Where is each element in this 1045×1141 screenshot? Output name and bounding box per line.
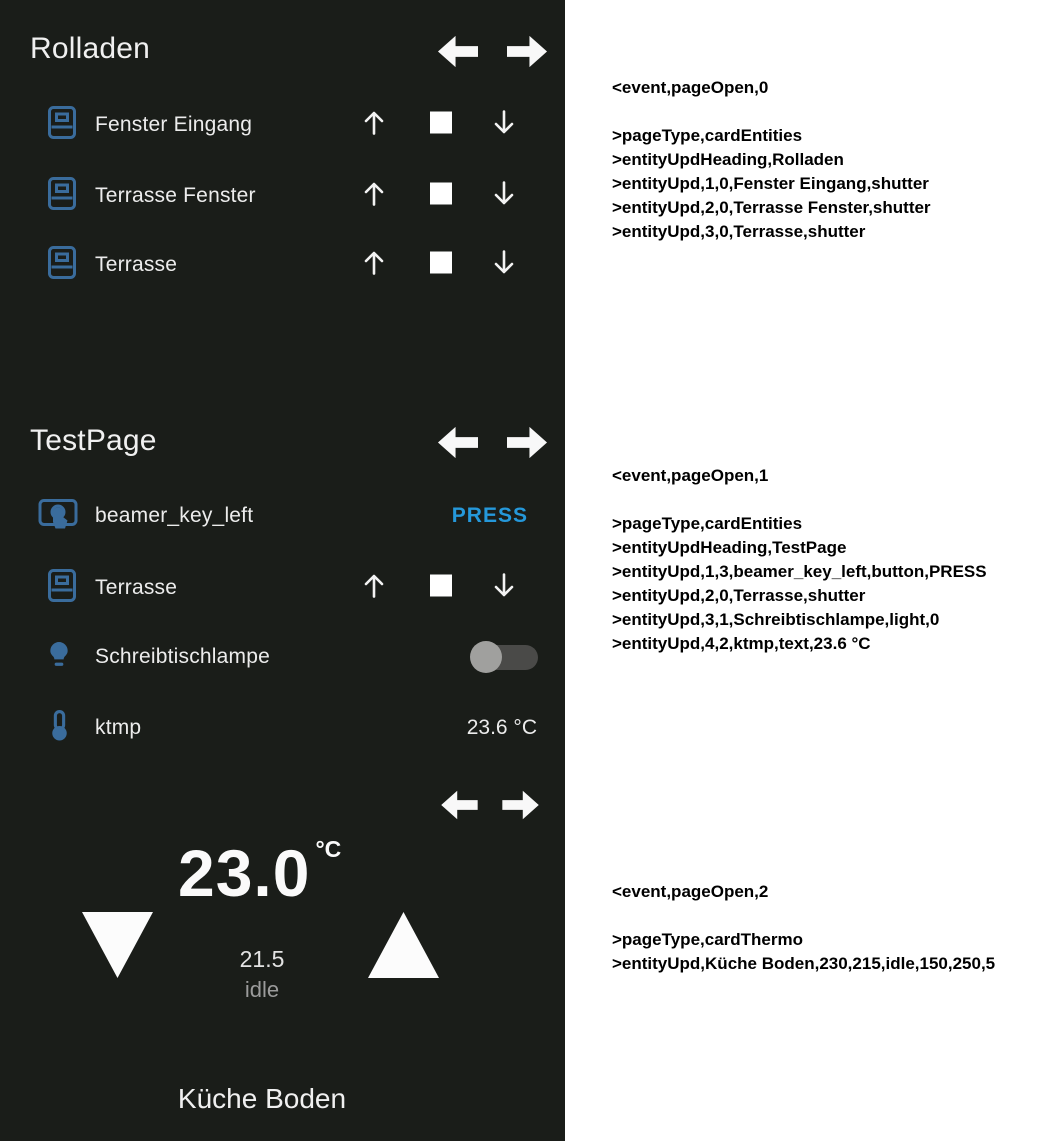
target-temperature: 21.5 (239, 946, 285, 972)
shutter-up-button[interactable] (359, 248, 389, 283)
window-shutter-icon (46, 569, 78, 608)
protocol-line (612, 488, 1042, 512)
current-temperature (178, 836, 342, 910)
entity-name: ktmp (95, 716, 142, 739)
entity-name: Fenster Eingang (95, 113, 253, 136)
hvac-state: idle (244, 977, 280, 1002)
page-prev-button[interactable] (437, 424, 478, 461)
shutter-stop-button[interactable] (430, 183, 452, 210)
protocol-line: >entityUpd,Küche Boden,230,215,idle,150,250,5 (612, 954, 996, 973)
gesture-tap-button-icon (38, 496, 78, 537)
entity-name: Terrasse Fenster (95, 184, 256, 207)
shutter-up-button[interactable] (359, 108, 389, 143)
temperature-unit: °C (315, 836, 342, 862)
entity-row (0, 555, 565, 621)
protocol-line: >entityUpd,1,3,beamer_key_left,button,PRESS (612, 562, 987, 581)
entity-name: Schreibtischlampe (95, 645, 270, 668)
protocol-line: <event,pageOpen,1 (612, 466, 769, 485)
shutter-up-button[interactable] (359, 179, 389, 214)
entity-row (0, 232, 565, 298)
thermostat-title: Küche Boden (177, 1083, 347, 1114)
shutter-up-button[interactable] (359, 571, 389, 606)
protocol-line: >entityUpd,2,0,Terrasse Fenster,shutter (612, 198, 931, 217)
card-heading-rolladen: Rolladen (30, 32, 151, 65)
entity-name: Terrasse (95, 253, 178, 276)
protocol-line: >entityUpd,1,0,Fenster Eingang,shutter (612, 174, 929, 193)
protocol-line: >entityUpdHeading,TestPage (612, 538, 847, 557)
shutter-down-button[interactable] (489, 108, 519, 143)
shutter-down-button[interactable] (489, 571, 519, 606)
entity-row (0, 624, 565, 690)
protocol-line: >entityUpd,3,1,Schreibtischlampe,light,0 (612, 610, 940, 629)
arrow-right-icon (502, 789, 540, 821)
arrow-right-icon (507, 424, 548, 461)
protocol-block-page1 (612, 464, 1042, 656)
toggle-knob (470, 641, 502, 673)
protocol-line: >entityUpd,3,0,Terrasse,shutter (612, 222, 866, 241)
press-button[interactable]: PRESS (451, 504, 528, 527)
shutter-stop-button[interactable] (430, 252, 452, 279)
entity-name: Terrasse (95, 576, 178, 599)
protocol-block-page2 (612, 880, 1042, 976)
window-shutter-icon (46, 106, 78, 145)
protocol-line: >pageType,cardEntities (612, 126, 803, 145)
page-prev-button[interactable] (440, 789, 478, 821)
protocol-line: >pageType,cardEntities (612, 514, 803, 533)
protocol-line: >pageType,cardThermo (612, 930, 803, 949)
page-next-button[interactable] (507, 33, 548, 70)
page-prev-button[interactable] (437, 33, 478, 70)
entity-row (0, 163, 565, 229)
lightbulb-icon (48, 642, 70, 673)
protocol-line: <event,pageOpen,0 (612, 78, 769, 97)
arrow-right-icon (507, 33, 548, 70)
shutter-down-button[interactable] (489, 179, 519, 214)
protocol-line (612, 904, 1042, 928)
light-toggle-switch[interactable] (470, 641, 540, 673)
window-shutter-icon (46, 246, 78, 285)
card-heading-testpage: TestPage (30, 424, 157, 457)
entity-name: beamer_key_left (95, 504, 254, 527)
current-temperature-value: 23.0 (178, 836, 311, 910)
arrow-left-icon (437, 424, 478, 461)
protocol-block-page0 (612, 76, 1042, 244)
arrow-left-icon (437, 33, 478, 70)
protocol-line: <event,pageOpen,2 (612, 882, 769, 901)
entity-row (0, 92, 565, 158)
shutter-stop-button[interactable] (430, 575, 452, 602)
page-next-button[interactable] (507, 424, 548, 461)
entity-row (0, 483, 565, 549)
protocol-line: >entityUpdHeading,Rolladen (612, 150, 844, 169)
sensor-value: 23.6 °C (466, 716, 537, 739)
entity-row (0, 695, 565, 761)
shutter-down-button[interactable] (489, 248, 519, 283)
shutter-stop-button[interactable] (430, 112, 452, 139)
thermometer-icon (47, 710, 72, 746)
page-next-button[interactable] (502, 789, 540, 821)
protocol-line (612, 100, 1042, 124)
protocol-line: >entityUpd,4,2,ktmp,text,23.6 °C (612, 634, 871, 653)
protocol-line: >entityUpd,2,0,Terrasse,shutter (612, 586, 866, 605)
window-shutter-icon (46, 177, 78, 216)
arrow-left-icon (440, 789, 478, 821)
